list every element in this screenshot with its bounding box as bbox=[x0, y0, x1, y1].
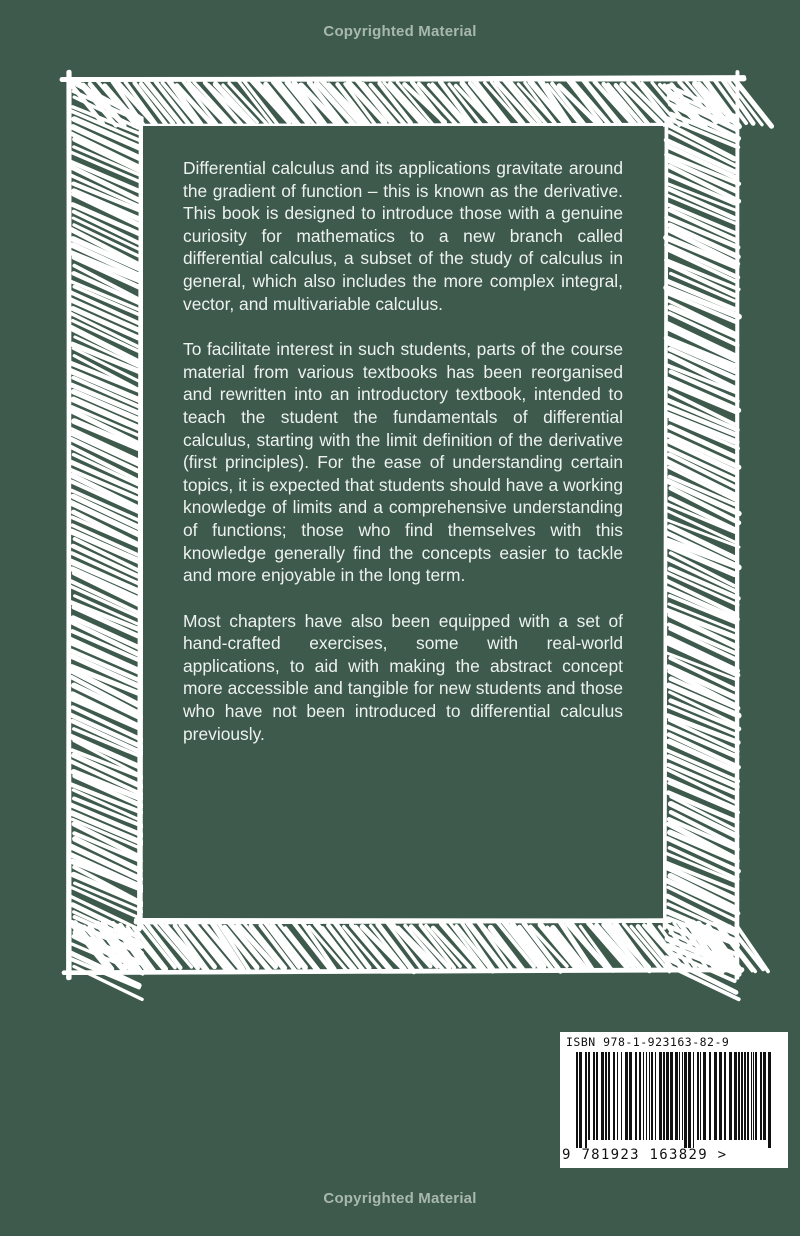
isbn-barcode bbox=[560, 1032, 788, 1168]
isbn-label: ISBN 978-1-923163-82-9 bbox=[566, 1035, 730, 1049]
copyright-watermark-top: Copyrighted Material bbox=[323, 23, 477, 40]
back-cover-blurb bbox=[183, 157, 623, 768]
isbn-digits: 9 781923 163829 > bbox=[562, 1147, 728, 1163]
copyright-watermark-bottom: Copyrighted Material bbox=[323, 1190, 477, 1207]
barcode-bars bbox=[574, 1052, 774, 1148]
blurb-paragraph-3: Most chapters have also been equipped with a set of hand-crafted exercises, some with real-world applications, to aid with making the abstract concept more accessible and tangible for new students and those who have not been introduced to differential calculus previously. bbox=[183, 610, 623, 744]
blurb-paragraph-2: To facilitate interest in such students, parts of the course material from various textbooks has been reorganised and rewritten into an introductory textbook, intended to teach the student the fundamentals of differential calculus, starting with the limit definition of the derivative (first principles). For the ease of understanding certain topics, it is expected that students should have a working knowledge of limits and a comprehensive understanding of functions; those who find themselves with this knowledge generally find the concepts easier to tackle and more enjoyable in the long term. bbox=[183, 339, 623, 586]
blurb-paragraph-1: Differential calculus and its applications gravitate around the gradient of function – this is known as the derivative. This book is designed to introduce those with a genuine curiosity for mathematics to a new branch called differential calculus, a subset of the study of calculus in general, which also includes the more complex integral, vector, and multivariable calculus. bbox=[183, 158, 623, 314]
